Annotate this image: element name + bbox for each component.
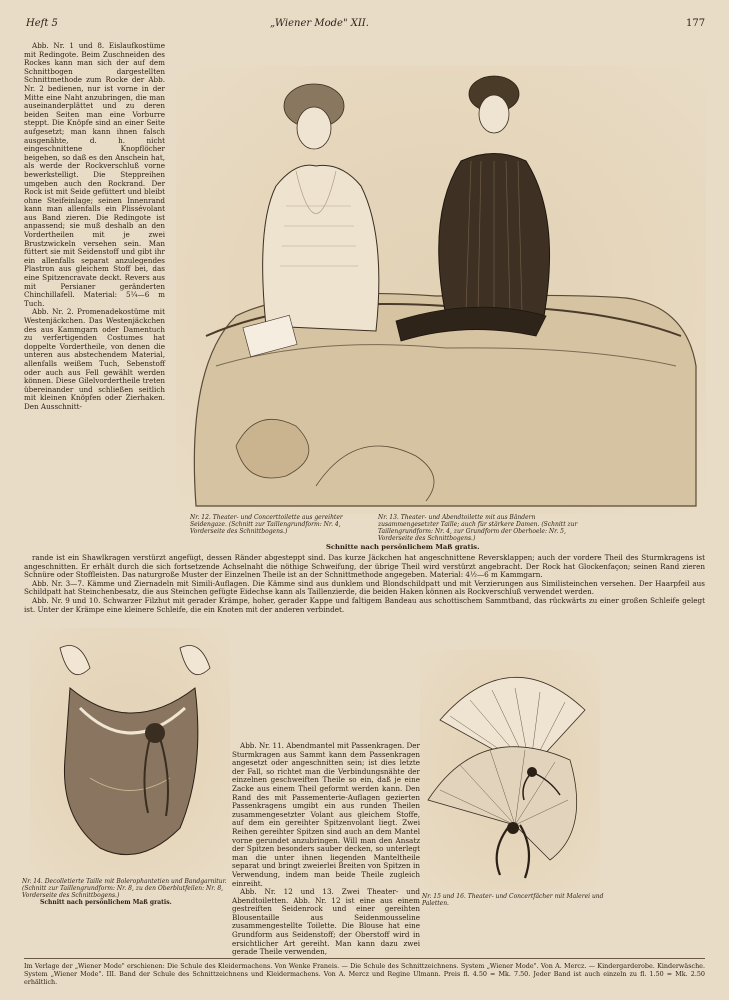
caption-fig14-bold: Schnitt nach persönlichem Maß gratis. <box>40 899 172 906</box>
left-column-text <box>24 42 165 412</box>
publisher-notice: Im Verlage der „Wiener Mode" erschienen: Die Schule des Kleidermachens. Von Wenke Franeis. — Die Schule des Schnittzeichnens. System „Wiener Mode". Von A. Mercz. — Kindergarderobe. Kinderwäsche. System „Wiener Mode". III. Band der Schule des Schnittzeichnens und Kleidermachens. Von A. Mercz und Regine Ulmann. Preis fl. 4.50 = Mk. 7.50. Jeder Band ist auch einzeln zu fl. 1.50 = Mk. 2.50 erhältlich. <box>24 958 705 986</box>
illustration-decollete-bodice <box>30 628 230 876</box>
paragraph-abb-9-10: Abb. Nr. 9 und 10. Schwarzer Filzhut mit gerader Krämpe, hoher, gerader Kappe und faltigem Bandeau aus schottischem Sammtband, das rückwärts zu einer großen Schleife gelegt ist. Unter der Krämpe eine kleinere Schleife, die ein Knoten mit der anderen verbindet. <box>24 595 705 614</box>
caption-fig13: Nr. 13. Theater- und Abendtoilette mit aus Bändern zusammengesetzter Taille; auch für stärkere Damen. (Schnitt zur Taillengrundform: Nr. 4, zur Grundform der Oberhoele: Nr. 5, Vorderseite des Schnittbogens.) <box>378 514 578 542</box>
paragraph-abb-1-8: Abb. Nr. 1 und 8. Eislaufkostüme mit Redingote. Beim Zuschneiden des Rockes kann man sich der auf dem Schnittbogen dargestellten Schnittmethode zum Rocke der Abb. Nr. 2 bedienen, nur ist vorne in der Mitte eine Naht anzubringen, die man auseinanderplättet und zu deren beiden Seiten man eine Vorburre steppt. Die Knöpfe sind an einer Seite aufgesetzt; man kann ihnen falsch ausgenähte, d. h. nicht eingeschnittene Knopflöcher beigeben, so daß es den Anschein hat, als werde der Rockverschluß vorne bewerkstelligt. Die Steppreihen umgeben auch den Rockrand. Der Rock ist mit Seide gefüttert und bleibt ohne Steifeinlage; seinen Innenrand kann man allenfalls ein Plissévolant aus Band zieren. Die Redingote ist anpassend; sie muß deshalb an den Vordertheilen mit je zwei Brustzwickeln versehen sein. Man füttert sie mit Seidenstoff und gibt ihr ein allenfalls separat anzulegendes Plastron aus gleichem Stoff bei, das eine Spitzencravate deckt. Revers aus mit Persianer geränderten Chinchillafell. Material: 5¼—6 m Tuch. <box>24 41 165 308</box>
caption-fig12: Nr. 12. Theater- und Concerttoilette aus gereihter Seidengaze. (Schnitt zur Taillengrundform: Nr. 4, Vorderseite des Schnittbogens.) <box>190 514 343 535</box>
caption-fig14-notice <box>40 899 172 906</box>
caption-fig15-16: Nr. 15 und 16. Theater- und Concertfächer mit Malerei und Paletten. <box>422 893 604 907</box>
paragraph-abb-11: Abb. Nr. 11. Abendmantel mit Passenkragen. Der Sturmkragen aus Sammt kann dem Passenkragen angesetzt oder angeschnitten sein; ist dies letzte der Fall, so richtet man die Verbindungsnähte der einzelnen geschweiften Theile so ein, daß je eine Zacke aus einem Theil geformt werden kann. Den Rand des mit Passementerie-Auflagen gezierten Passenkragens umgibt ein aus runden Theilen zusammengesetzter Volant aus gleichem Stoffe, auf dem ein gereihter Spitzenvolant liegt. Zwei Reihen gereihter Spitzen sind auch an dem Mantel vorne gerundet anzubringen. Will man den Ansatz der Spitzen besonders sauber decken, so unterlegt man die unter ihnen liegenden Manteltheile separat und bringt zweierlei Breiten von Spitzen in Verwendung, indem man beide Theile zugleich einreiht. <box>232 741 420 888</box>
fans-drawing <box>420 650 600 890</box>
page-number: 177 <box>686 18 706 29</box>
paragraph-abb-12-13: Abb. Nr. 12 und 13. Zwei Theater- und Abendtoiletten. Abb. Nr. 12 ist eine aus einem gestreiften Seidenrock und einer gereihten Blousentaille aus Seidenmousseline zusammengestellte Toilette. Die Blouse hat eine Grundform aus Seidenstoff; der Oberstoff wird in ersichtlicher Art gereiht. Man kann dazu zwei gerade Theile verwenden, <box>232 887 420 957</box>
paragraph-continuation: rande ist ein Shawlkragen verstürzt angefügt, dessen Ränder abgesteppt sind. Das kurze Jäckchen hat angeschnittene Reversklappen; auch der vordere Theil des Sturmkragens ist angeschnitten. Er erhält durch die sich fortsetzende Achselnaht die nöthige Schweifung, der übrige Theil wird verstürzt angebracht. Der Rock hat Glockenfaçon; seinen Rand zieren Schnüre oder Stoffleisten. Das naturgroße Muster der Einzelnen Theile ist an der Schnittmethode angegeben. Material: 4½—6 m Kammgarn. <box>24 553 705 580</box>
caption-fig14: Nr. 14. Decolletierte Taille mit Bolerophantetien und Bandgarnitur. (Schnitt zur Taillengrundform: Nr. 8, zu den Oberblutfeilen: Nr. 8, Vorderseite des Schnittbogens.) <box>22 878 227 899</box>
illustration-fans <box>420 650 600 890</box>
magazine-title: „Wiener Mode" XII. <box>270 18 369 29</box>
paragraph-abb-3-7: Abb. Nr. 3—7. Kämme und Ziernadeln mit Simili-Auflagen. Die Kämme sind aus dunklem und Blondschildpatt und mit Verzierungen aus Similisteinchen versehen. Der Haarpfeil aus Schildpatt hat Steinchenbesatz, die aus Steinchen gefügte Eidechse kann als Taillenzierde, die beiden Haken können als Rockverschluß verwendet werden. <box>24 578 705 597</box>
illustration-theater-toilettes <box>176 66 706 514</box>
bodice-drawing <box>30 628 230 876</box>
issue-label: Heft 5 <box>26 18 58 29</box>
full-width-text <box>24 554 705 614</box>
middle-column-text <box>232 742 420 957</box>
caption-pattern-notice: Schnitte nach persönlichem Maß gratis. <box>326 543 480 551</box>
theater-box-drawing <box>176 66 706 514</box>
paragraph-abb-2: Abb. Nr. 2. Promenadekostüme mit Westenjäckchen. Das Westenjäckchen des aus Kammgarn oder Damentuch zu verfertigenden Costumes hat doppelte Vordertheile, von denen die unteren aus abstechendem Material, allenfalls weißem Tuch, Sebenstoff oder auch aus Fell gewählt werden können. Diese Gilelvordertheile treten übereinander und schließen seitlich mit kleinen Knöpfen oder Zierhaken. Den Ausschnitt- <box>24 307 165 411</box>
